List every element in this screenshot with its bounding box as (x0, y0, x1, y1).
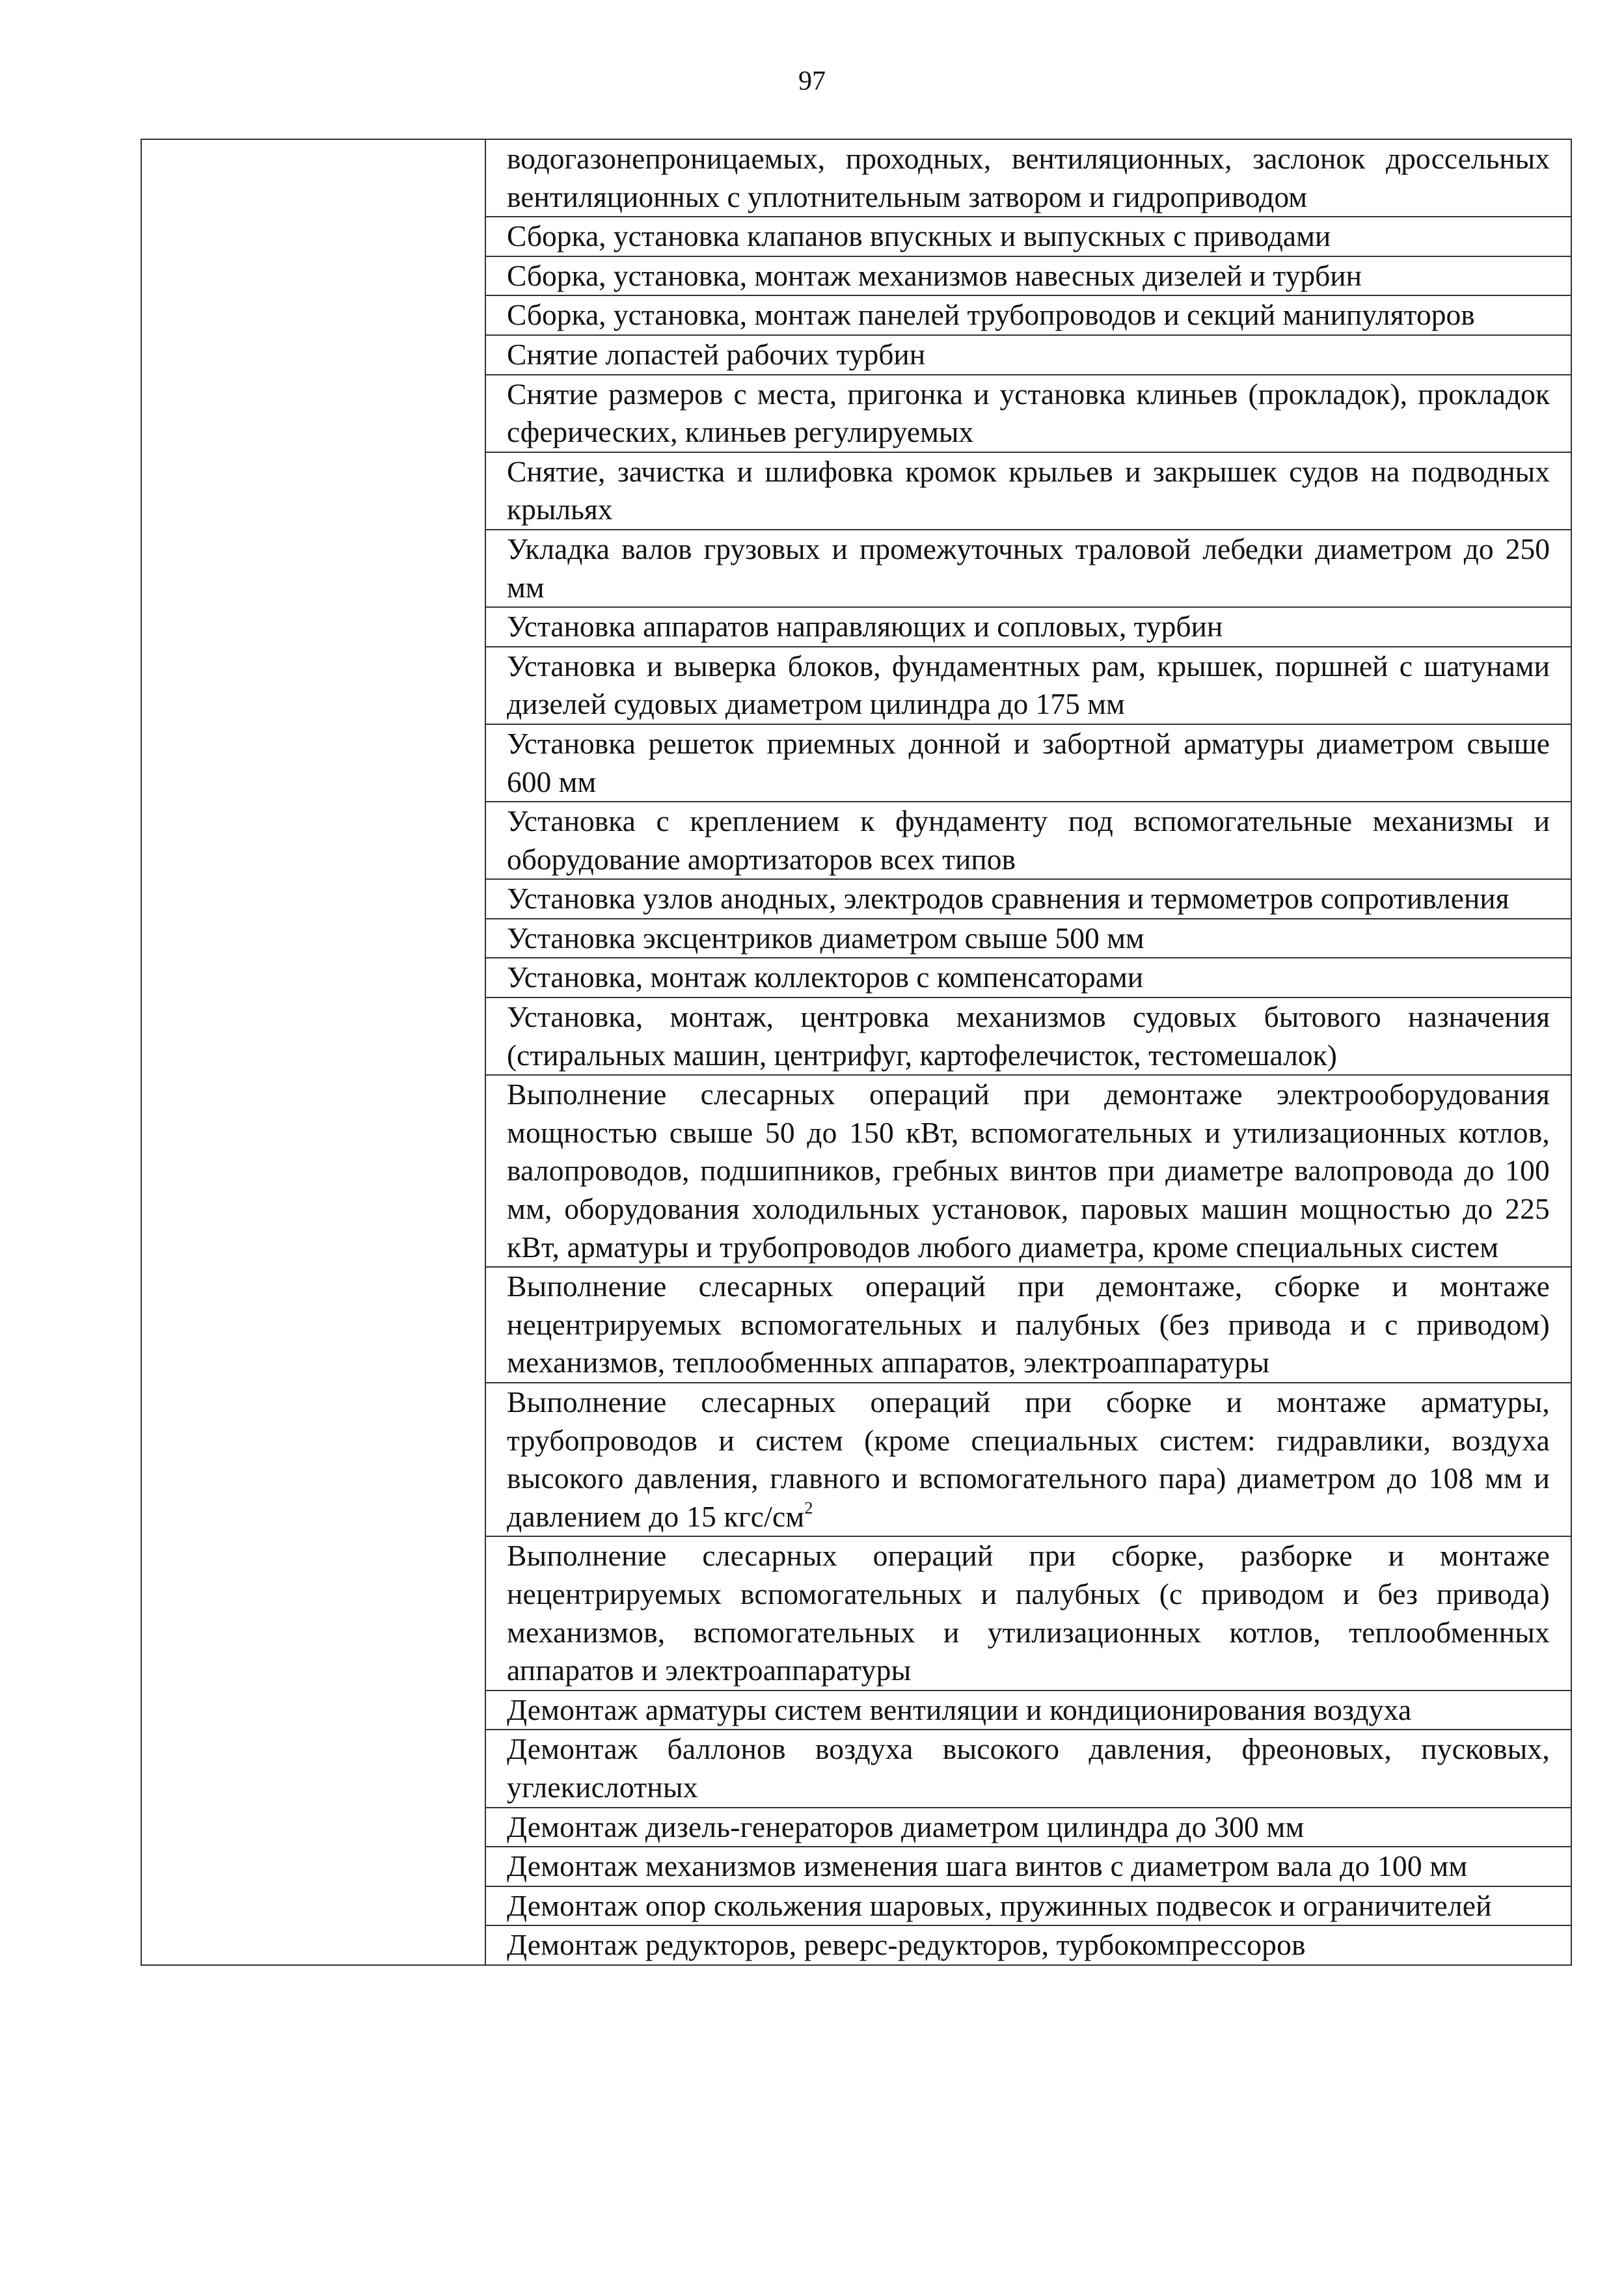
work-description-text (507, 336, 1550, 374)
work-description-cell (485, 1886, 1571, 1926)
work-description-cell (485, 295, 1571, 335)
table-row (141, 139, 1571, 217)
work-description-cell (485, 647, 1571, 724)
work-description-text (507, 375, 1550, 452)
work-description-text (507, 217, 1550, 256)
work-description-label: Выполнение слесарных операций при демонтаже, сборке и монтаже нецентрируемых вспомогательных и палубных (без привода и с приводом) механизмов, теплообменных аппаратов, электроаппаратуры (507, 1270, 1550, 1379)
work-description-label: Установка эксцентриков диаметром свыше 500 мм (507, 921, 1144, 955)
work-description-cell (485, 375, 1571, 452)
work-description-label: Сборка, установка, монтаж панелей трубопроводов и секций манипуляторов (507, 298, 1475, 332)
work-description-text (507, 1268, 1550, 1382)
work-description-label: Демонтаж редукторов, реверс-редукторов, турбокомпрессоров (507, 1928, 1306, 1962)
work-description-label: Выполнение слесарных операций при демонтаже электрооборудования мощностью свыше 50 до 150 кВт, вспомогательных и утилизационных котлов, валопроводов, подшипников, гребных винтов при диаметре валопровода до 100 мм, оборудования холодильных установок, паровых машин мощностью до 225 кВт, арматуры и трубопроводов любого диаметра, кроме специальных систем (507, 1078, 1550, 1264)
work-description-cell (485, 256, 1571, 296)
work-description-text (507, 1383, 1550, 1536)
work-description-text (507, 958, 1550, 997)
work-description-text (507, 998, 1550, 1074)
work-description-cell (485, 1267, 1571, 1383)
work-description-label: Демонтаж арматуры систем вентиляции и кондиционирования воздуха (507, 1692, 1412, 1726)
work-description-label: Выполнение слесарных операций при сборке и монтаже арматуры, трубопроводов и систем (кроме специальных систем: гидравлики, воздуха высокого давления, главного и вспомогательного пара) диаметром до 108 мм и давлением до 15 кгс/см (507, 1385, 1550, 1533)
work-description-label: Снятие размеров с места, пригонка и установка клиньев (прокладок), прокладок сферических, клиньев регулируемых (507, 377, 1550, 449)
work-description-text (507, 1076, 1550, 1266)
work-description-text (507, 919, 1550, 958)
work-description-label: Установка решеток приемных донной и забортной арматуры диаметром свыше 600 мм (507, 726, 1550, 798)
work-description-cell (485, 217, 1571, 256)
work-description-cell (485, 1808, 1571, 1847)
work-description-cell (485, 1925, 1571, 1965)
work-description-cell (485, 335, 1571, 375)
work-description-cell (485, 530, 1571, 607)
work-description-cell (485, 1536, 1571, 1690)
work-description-label: Установка аппаратов направляющих и сопловых, турбин (507, 610, 1223, 644)
work-list-table (141, 139, 1572, 1966)
work-description-label: Сборка, установка, монтаж механизмов навесных дизелей и турбин (507, 258, 1362, 292)
work-description-cell (485, 879, 1571, 919)
work-description-label: Установка узлов анодных, электродов сравнения и термометров сопротивления (507, 882, 1509, 916)
work-description-cell (485, 802, 1571, 879)
work-description-cell (485, 1730, 1571, 1807)
empty-left-column-cell (141, 139, 485, 1965)
work-description-text (507, 1730, 1550, 1806)
superscript: 2 (804, 1498, 813, 1517)
work-description-text (507, 647, 1550, 724)
work-description-text (507, 1926, 1550, 1964)
work-description-cell (485, 724, 1571, 802)
work-description-cell (485, 1075, 1571, 1267)
work-description-text (507, 1887, 1550, 1925)
work-description-cell (485, 1383, 1571, 1536)
work-description-text (507, 453, 1550, 529)
work-description-text (507, 802, 1550, 878)
work-description-text (507, 608, 1550, 646)
work-description-label: Сборка, установка клапанов впускных и выпускных с приводами (507, 219, 1331, 253)
work-description-label: Снятие лопастей рабочих турбин (507, 337, 926, 371)
work-description-text (507, 140, 1550, 216)
work-description-text (507, 1691, 1550, 1730)
work-description-label: Выполнение слесарных операций при сборке, разборке и монтаже нецентрируемых вспомогательных и палубных (с приводом и без привода) механизмов, вспомогательных и утилизационных котлов, теплообменных аппаратов и электроаппаратуры (507, 1539, 1550, 1687)
work-description-cell (485, 607, 1571, 647)
work-description-label: Демонтаж механизмов изменения шага винтов с диаметром вала до 100 мм (507, 1849, 1468, 1883)
work-description-text (507, 257, 1550, 295)
work-description-label: Демонтаж дизель-генераторов диаметром цилиндра до 300 мм (507, 1810, 1305, 1843)
work-description-cell (485, 958, 1571, 998)
work-description-text (507, 1847, 1550, 1886)
work-description-label: Установка и выверка блоков, фундаментных рам, крышек, поршней с шатунами дизелей судовых диаметром цилиндра до 175 мм (507, 649, 1550, 721)
work-description-label: Снятие, зачистка и шлифовка кромок крыльев и закрышек судов на подводных крыльях (507, 454, 1550, 526)
work-description-label: Демонтаж опор скольжения шаровых, пружинных подвесок и ограничителей (507, 1888, 1492, 1922)
work-description-text (507, 1537, 1550, 1689)
work-description-cell (485, 919, 1571, 958)
work-description-text (507, 530, 1550, 606)
work-description-label: Установка с креплением к фундаменту под вспомогательные механизмы и оборудование амортизаторов всех типов (507, 804, 1550, 876)
work-description-cell (485, 1847, 1571, 1886)
page-number: 97 (798, 66, 826, 96)
work-description-label: водогазонепроницаемых, проходных, вентиляционных, заслонок дроссельных вентиляционных с уплотнительным затвором и гидроприводом (507, 142, 1550, 213)
work-description-label: Укладка валов грузовых и промежуточных траловой лебедки диаметром до 250 мм (507, 532, 1550, 604)
work-description-cell (485, 1691, 1571, 1730)
table-body (141, 139, 1571, 1965)
work-description-text (507, 1808, 1550, 1847)
work-description-cell (485, 998, 1571, 1075)
work-description-text (507, 880, 1550, 918)
work-description-label: Установка, монтаж, центровка механизмов судовых бытового назначения (стиральных машин, центрифуг, картофелечисток, тестомешалок) (507, 1000, 1550, 1072)
work-description-label: Установка, монтаж коллекторов с компенсаторами (507, 960, 1144, 994)
work-description-cell (485, 452, 1571, 530)
work-description-cell (485, 139, 1571, 217)
work-description-text (507, 296, 1550, 334)
work-description-text (507, 725, 1550, 801)
work-description-label: Демонтаж баллонов воздуха высокого давления, фреоновых, пусковых, углекислотных (507, 1732, 1550, 1804)
